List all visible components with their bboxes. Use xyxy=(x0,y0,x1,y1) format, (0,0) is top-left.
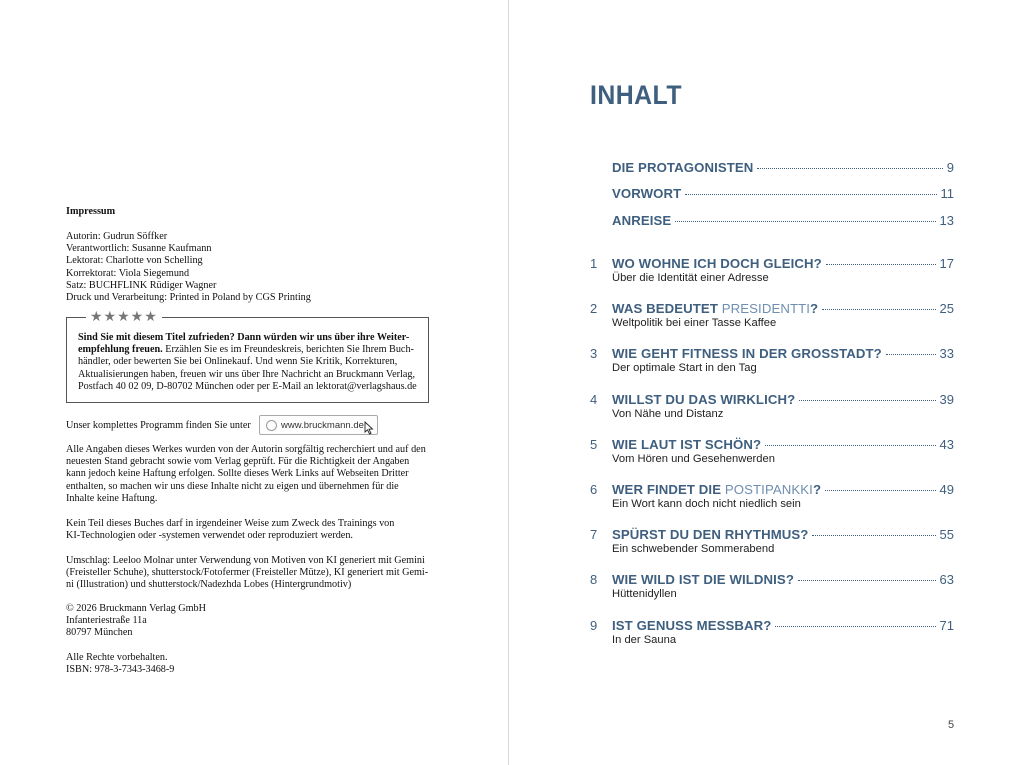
ai-notice-paragraph xyxy=(66,518,436,542)
chapter-title-text: WER FINDET DIE xyxy=(612,482,725,497)
text-line: Inhalte keine Haftung. xyxy=(66,492,158,504)
credit-line: Lektorat: Charlotte von Schelling xyxy=(66,255,203,267)
imprint-credits xyxy=(66,231,436,304)
chapter-title-text: WO WOHNE ICH DOCH GLEICH? xyxy=(612,256,822,271)
program-text: Unser komplettes Programm finden Sie unter xyxy=(66,420,251,431)
dot-leader xyxy=(685,193,936,195)
text-line: neuesten Stand gebracht sowie vom Verlag geprüft. Für die Richtigkeit der Angaben xyxy=(66,456,410,468)
text-line: Alle Rechte vorbehalten. xyxy=(66,652,168,663)
toc-front-row[interactable] xyxy=(612,186,954,202)
text-line: Alle Angaben dieses Werkes wurden von der Autorin sorgfältig recherchiert und auf den xyxy=(66,444,426,455)
isbn: ISBN: 978-3-7343-3468-9 xyxy=(66,664,175,676)
chapter-subtitle: Weltpolitik bei einer Tasse Kaffee xyxy=(612,317,777,329)
toc-page-number: 9 xyxy=(946,160,954,175)
chapter-title xyxy=(612,392,795,407)
chapter-subtitle: Vom Hören und Gesehenwerden xyxy=(612,453,775,465)
toc-entry-title: ANREISE xyxy=(612,213,672,228)
chapter-title xyxy=(612,437,761,452)
chapter-number: 3 xyxy=(590,346,598,361)
feedback-line: Aktualisierungen haben, freuen wir uns über Ihre Nachricht an Bruckmann Verlag, xyxy=(78,368,416,380)
toc-chapter-row[interactable] xyxy=(590,482,954,498)
toc-chapter-row[interactable] xyxy=(590,256,954,272)
dot-leader xyxy=(775,625,935,627)
dot-leader xyxy=(826,263,936,265)
dot-leader xyxy=(798,579,936,581)
text-line: kann jedoch keine Haftung erfolgen. Sollte dieses Werk Links auf Webseiten Dritter xyxy=(66,468,409,480)
page-number: 5 xyxy=(948,719,955,731)
website-link[interactable] xyxy=(259,415,378,435)
feedback-text xyxy=(78,332,418,393)
toc-front-row[interactable] xyxy=(612,213,954,229)
toc-page-number: 55 xyxy=(939,527,954,542)
chapter-title-punctuation: ? xyxy=(812,482,822,497)
credit-line: Korrektorat: Viola Siegemund xyxy=(66,267,190,279)
toc-title: INHALT xyxy=(590,80,682,110)
imprint-page xyxy=(0,0,509,765)
dot-leader xyxy=(757,167,942,169)
chapter-title-foreign-word: POSTIPANKKI xyxy=(724,482,813,497)
text-line: Kein Teil dieses Buches darf in irgendeiner Weise zum Zweck des Trainings von xyxy=(66,518,395,529)
website-url[interactable]: www.bruckmann.de xyxy=(281,420,364,431)
publisher-address xyxy=(66,603,436,640)
toc-page-number: 43 xyxy=(939,437,954,452)
chapter-subtitle: In der Sauna xyxy=(612,634,677,646)
toc-chapter-row[interactable] xyxy=(590,527,954,543)
text-line: ni (Illustration) und shutterstock/Nadezhda Lobes (Hintergrundmotiv) xyxy=(66,579,352,591)
chapter-subtitle: Hüttenidyllen xyxy=(612,588,677,600)
dot-leader xyxy=(675,220,935,222)
dot-leader xyxy=(812,534,935,536)
chapter-title-text: WIE LAUT IST SCHÖN? xyxy=(612,437,762,452)
dot-leader xyxy=(765,444,935,446)
credit-line: Druck und Verarbeitung: Printed in Poland by CGS Printing xyxy=(66,292,311,304)
toc-chapter-row[interactable] xyxy=(590,572,954,588)
feedback-box xyxy=(66,309,429,403)
feedback-bold-line: Sind Sie mit diesem Titel zufrieden? Dann würden wir uns über ihre Weiter- xyxy=(78,332,410,343)
toc-page-number: 49 xyxy=(939,482,954,497)
cover-credit-paragraph xyxy=(66,555,436,592)
chapter-title xyxy=(612,301,818,316)
toc-page-number: 71 xyxy=(939,618,954,633)
chapter-number: 4 xyxy=(590,392,598,407)
chapter-title xyxy=(612,527,808,542)
chapter-title xyxy=(612,572,794,587)
toc-front-row[interactable] xyxy=(612,160,954,176)
feedback-line: Erzählen Sie es im Freundeskreis, berichten Sie Ihrem Buch- xyxy=(162,344,414,356)
toc-page-number: 39 xyxy=(939,392,954,407)
toc-entry-title: VORWORT xyxy=(612,186,682,201)
toc-page-number: 33 xyxy=(939,346,954,361)
toc-page-number: 25 xyxy=(939,301,954,316)
chapter-title-text: SPÜRST DU DEN RHYTHMUS? xyxy=(612,527,809,542)
chapter-title-text: WIE WILD IST DIE WILDNIS? xyxy=(612,572,794,587)
chapter-title xyxy=(612,482,821,497)
chapter-title-text: IST GENUSS MESSBAR? xyxy=(612,618,772,633)
toc-chapter-row[interactable] xyxy=(590,346,954,362)
text-line: 80797 München xyxy=(66,627,133,639)
chapter-title xyxy=(612,256,822,271)
chapter-title-text: WILLST DU DAS WIRKLICH? xyxy=(612,392,796,407)
imprint-heading: Impressum xyxy=(66,206,116,217)
chapter-title xyxy=(612,346,882,361)
chapter-subtitle: Ein Wort kann doch nicht niedlich sein xyxy=(612,498,801,510)
text-line: Infanteriestraße 11a xyxy=(66,615,147,627)
chapter-title xyxy=(612,618,771,633)
dot-leader xyxy=(799,399,935,401)
chapter-title-text: WIE GEHT FITNESS IN DER GROSSTADT? xyxy=(612,346,882,361)
toc-entry-title: DIE PROTAGONISTEN xyxy=(612,160,754,175)
toc-page-number: 13 xyxy=(939,213,954,228)
chapter-number: 7 xyxy=(590,527,598,542)
chapter-title-punctuation: ? xyxy=(810,301,819,316)
dot-leader xyxy=(825,489,935,491)
text-line: (Freisteller Schuhe), shutterstock/Fotofermer (Freisteller Mütze), KI generiert mit Gemi- xyxy=(66,567,429,579)
dot-leader xyxy=(822,308,935,310)
credit-line: Autorin: Gudrun Söffker xyxy=(66,231,168,242)
toc-chapter-row[interactable] xyxy=(590,618,954,634)
text-line: enthalten, so machen wir uns diese Inhalte nicht zu eigen und übernehmen für die xyxy=(66,480,399,492)
rights-paragraph xyxy=(66,652,436,676)
toc-chapter-row[interactable] xyxy=(590,301,954,317)
text-line: Umschlag: Leeloo Molnar unter Verwendung von Motiven von KI generiert mit Gemini xyxy=(66,555,425,566)
toc-page-number: 17 xyxy=(939,256,954,271)
toc-page-number: 11 xyxy=(940,186,954,201)
feedback-line: Postfach 40 02 09, D-80702 München oder per E-Mail an lektorat@verlagshaus.de xyxy=(78,380,417,392)
toc-chapter-row[interactable] xyxy=(590,392,954,408)
feedback-line: händler, oder bewerten Sie bei Onlinekauf. Und wenn Sie Kritik, Korrekturen, xyxy=(78,356,398,368)
cursor-icon xyxy=(364,421,374,435)
chapter-number: 6 xyxy=(590,482,598,497)
chapter-subtitle: Von Nähe und Distanz xyxy=(612,408,724,420)
chapter-number: 1 xyxy=(590,256,598,271)
feedback-bold-line: empfehlung freuen. xyxy=(78,344,163,356)
toc-page xyxy=(510,0,1020,765)
credit-line: Satz: BUCHFLINK Rüdiger Wagner xyxy=(66,279,217,291)
chapter-number: 8 xyxy=(590,572,598,587)
globe-icon xyxy=(266,420,277,431)
credit-line: Verantwortlich: Susanne Kaufmann xyxy=(66,243,212,255)
chapter-number: 9 xyxy=(590,618,598,633)
chapter-subtitle: Über die Identität einer Adresse xyxy=(612,272,769,284)
chapter-subtitle: Der optimale Start in den Tag xyxy=(612,362,757,374)
dot-leader xyxy=(886,353,936,355)
chapter-title-text: WAS BEDEUTET xyxy=(612,301,722,316)
toc-chapter-row[interactable] xyxy=(590,437,954,453)
text-line: © 2026 Bruckmann Verlag GmbH xyxy=(66,603,206,614)
chapter-number: 5 xyxy=(590,437,598,452)
chapter-number: 2 xyxy=(590,301,598,316)
chapter-title-foreign-word: PRESIDENTTI xyxy=(721,301,811,316)
toc-page-number: 63 xyxy=(939,572,954,587)
chapter-subtitle: Ein schwebender Sommerabend xyxy=(612,543,775,555)
star-rating-icon: ★★★★★ xyxy=(86,309,162,325)
text-line: KI-Technologien oder -systemen verwendet oder reproduziert werden. xyxy=(66,530,353,542)
disclaimer-paragraph xyxy=(66,444,436,505)
